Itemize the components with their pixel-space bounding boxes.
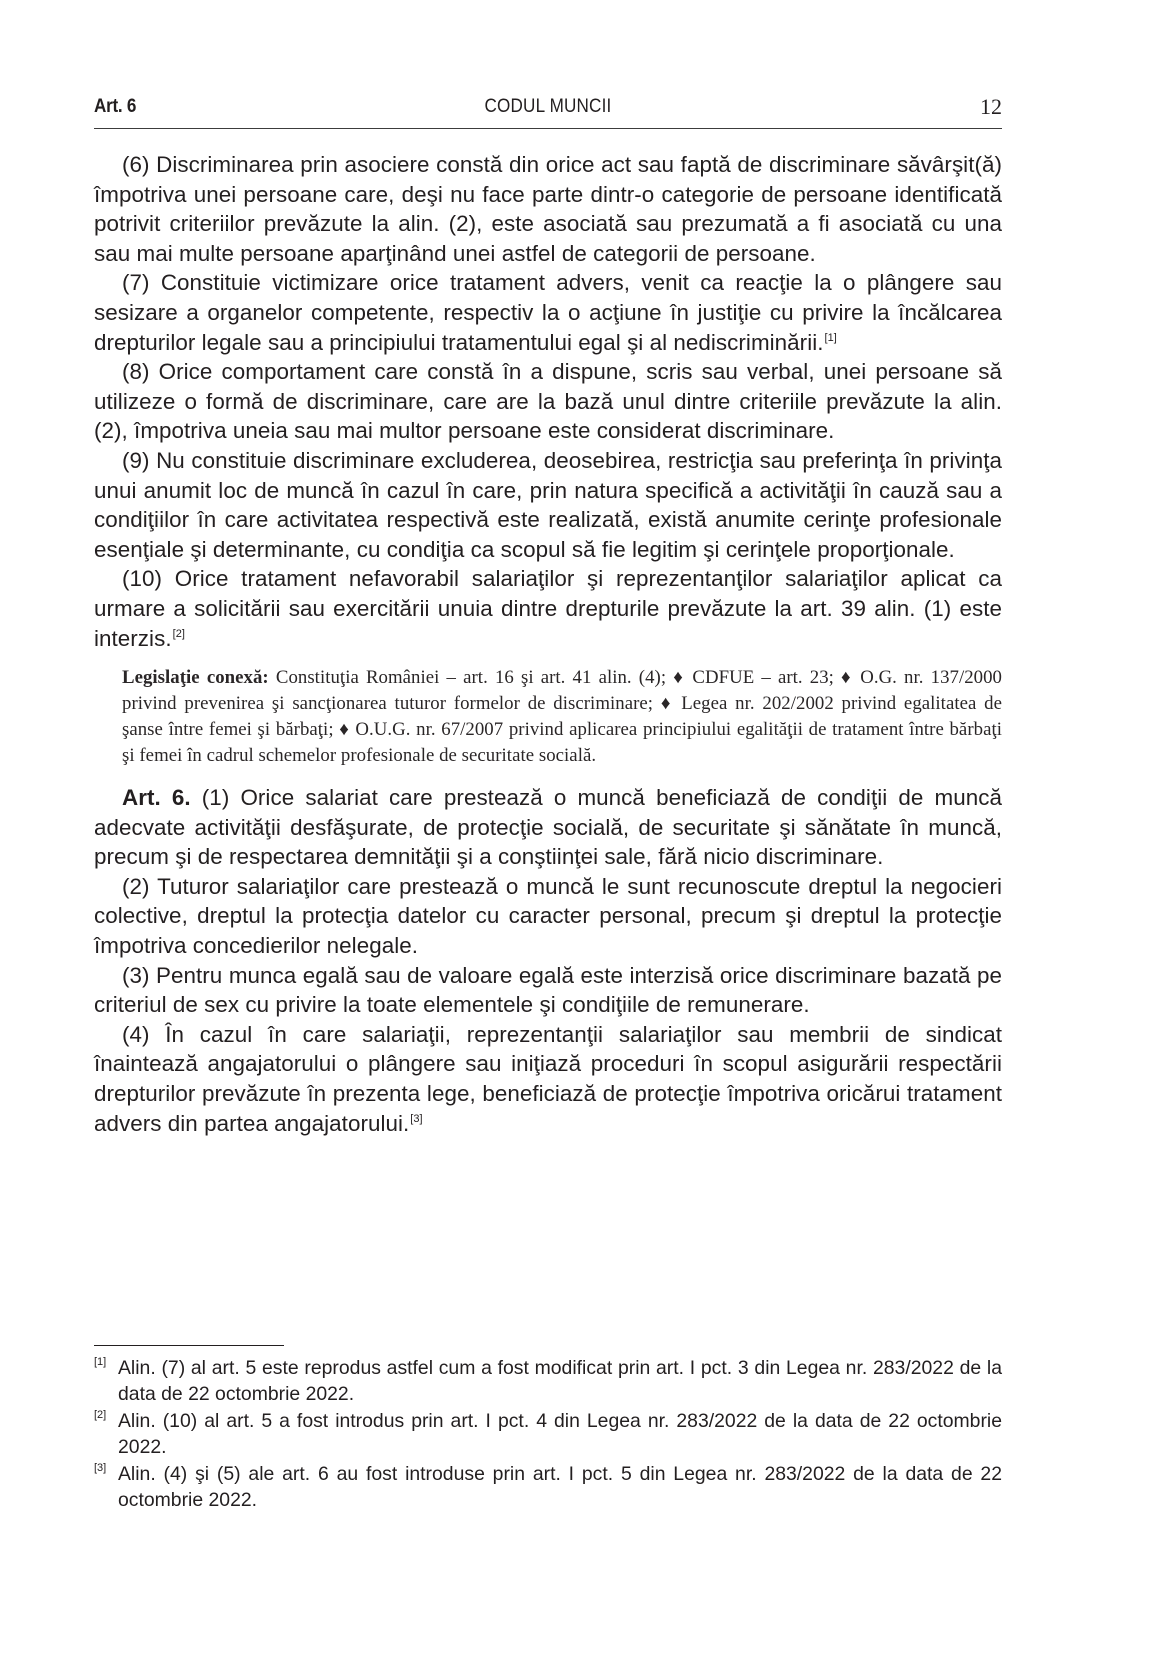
footnote-mark: [2] bbox=[94, 1409, 107, 1421]
paragraph-7: (7) Constituie victimizare orice tratament advers, venit ca reacţie la o plângere sau sesizare a organelor competente, respectiv la o acţiune în justiţie cu privire la încălcarea drepturilor legale sau a principiului tratamentului egal şi al nediscriminării.[1] bbox=[94, 270, 1002, 355]
article-6-paragraph-2: (2) Tuturor salariaţilor care prestează o muncă le sunt recunoscute dreptul la negocieri colective, dreptul la protecţia datelor cu caracter personal, precum şi dreptul la protecţie împotriva concedierilor nelegale. bbox=[94, 873, 1002, 959]
footnote-2 bbox=[94, 1409, 1002, 1460]
running-head-article: Art. 6 bbox=[94, 96, 137, 117]
body-text bbox=[94, 150, 1002, 1138]
footnotes bbox=[94, 1356, 1002, 1515]
footnote-ref[interactable]: [3] bbox=[410, 1112, 423, 1125]
footnote-ref[interactable]: [2] bbox=[172, 627, 185, 640]
running-head bbox=[94, 92, 1002, 129]
paragraph-10: (10) Orice tratament nefavorabil salariaţilor şi reprezentanţilor salariaţilor aplicat ca urmare a solicitării sau exercitării unuia dintre drepturile prevăzute la art. 39 alin. (1) este interzis.[2] bbox=[94, 566, 1002, 651]
footnote-text: Alin. (4) şi (5) ale art. 6 au fost introduse prin art. I pct. 5 din Legea nr. 283/2022 de la data de 22 octombrie 2022. bbox=[118, 1463, 1002, 1511]
page-number: 12 bbox=[980, 94, 1002, 119]
article-6-paragraph-1: Art. 6. (1) Orice salariat care prestează o muncă beneficiază de condiţii de muncă adecvate activităţii desfăşurate, de protecţie socială, de securitate şi sănătate în muncă, precum şi de respectarea demnităţii şi a conştiinţei sale, fără nicio discriminare. bbox=[94, 785, 1002, 870]
running-head-title: CODUL MUNCII bbox=[484, 96, 612, 117]
article-6-paragraph-4: (4) În cazul în care salariaţii, reprezentanţii salariaţilor sau membrii de sindicat înaintează angajatorului o plângere sau iniţiază proceduri în scopul asigurării respectării drepturilor prevăzute în prezenta lege, beneficiază de protecţie împotriva oricărui tratament advers din partea angajatorului.[3] bbox=[94, 1021, 1002, 1136]
footnote-1 bbox=[94, 1356, 1002, 1407]
footnote-mark: [1] bbox=[94, 1356, 107, 1368]
related-legislation-text: Constituţia României – art. 16 şi art. 41 alin. (4); ♦ CDFUE – art. 23; ♦ O.G. nr. 137/2000 privind prevenirea şi sancţionarea tuturor formelor de discriminare; ♦ Legea nr. 202/2002 privind egalitatea de şanse între femei şi bărbaţi; ♦ O.U.G. nr. 67/2007 privind aplicarea principiului egalităţii de tratament între bărbaţi şi femei în cadrul schemelor profesionale de securitate socială. bbox=[122, 667, 1002, 767]
footnote-text: Alin. (10) al art. 5 a fost introdus prin art. I pct. 4 din Legea nr. 283/2022 de la data de 22 octombrie 2022. bbox=[118, 1410, 1002, 1458]
article-label: Art. 6. bbox=[122, 785, 191, 811]
related-legislation bbox=[122, 665, 1002, 769]
related-legislation-label: Legislaţie conexă: bbox=[122, 667, 269, 689]
footnote-text: Alin. (7) al art. 5 este reprodus astfel cum a fost modificat prin art. I pct. 3 din Legea nr. 283/2022 de la data de 22 octombrie 2022. bbox=[118, 1357, 1002, 1405]
paragraph-9: (9) Nu constituie discriminare excluderea, deosebirea, restricţia sau preferinţa în privinţa unui anumit loc de muncă în cazul în care, prin natura specifică a activităţii în cauză sau a condiţiilor în care activitatea respectivă este realizată, există anumite cerinţe profesionale esenţiale şi determinante, cu condiţia ca scopul să fie legitim şi cerinţele proporţionale. bbox=[94, 447, 1002, 562]
footnote-mark: [3] bbox=[94, 1462, 107, 1474]
footnote-3 bbox=[94, 1462, 1002, 1513]
paragraph-6: (6) Discriminarea prin asociere constă din orice act sau faptă de discriminare săvârşit(ă) împotriva unei persoane care, deşi nu face parte dintr-o categorie de persoane identificată potrivit criteriilor prevăzute la alin. (2), este asociată sau prezumată a fi asociată cu una sau mai multe persoane aparţinând unei astfel de categorii de persoane. bbox=[94, 152, 1002, 266]
article-6-paragraph-3: (3) Pentru munca egală sau de valoare egală este interzisă orice discriminare bazată pe criteriul de sex cu privire la toate elementele şi condiţiile de remunerare. bbox=[94, 962, 1002, 1018]
paragraph-8: (8) Orice comportament care constă în a dispune, scris sau verbal, unei persoane să utilizeze o formă de discriminare, care are la bază unul dintre criteriile prevăzute la alin. (2), împotriva uneia sau mai multor persoane este considerat discriminare. bbox=[94, 359, 1002, 444]
footnote-ref[interactable]: [1] bbox=[824, 331, 837, 344]
footnote-divider bbox=[94, 1345, 284, 1346]
